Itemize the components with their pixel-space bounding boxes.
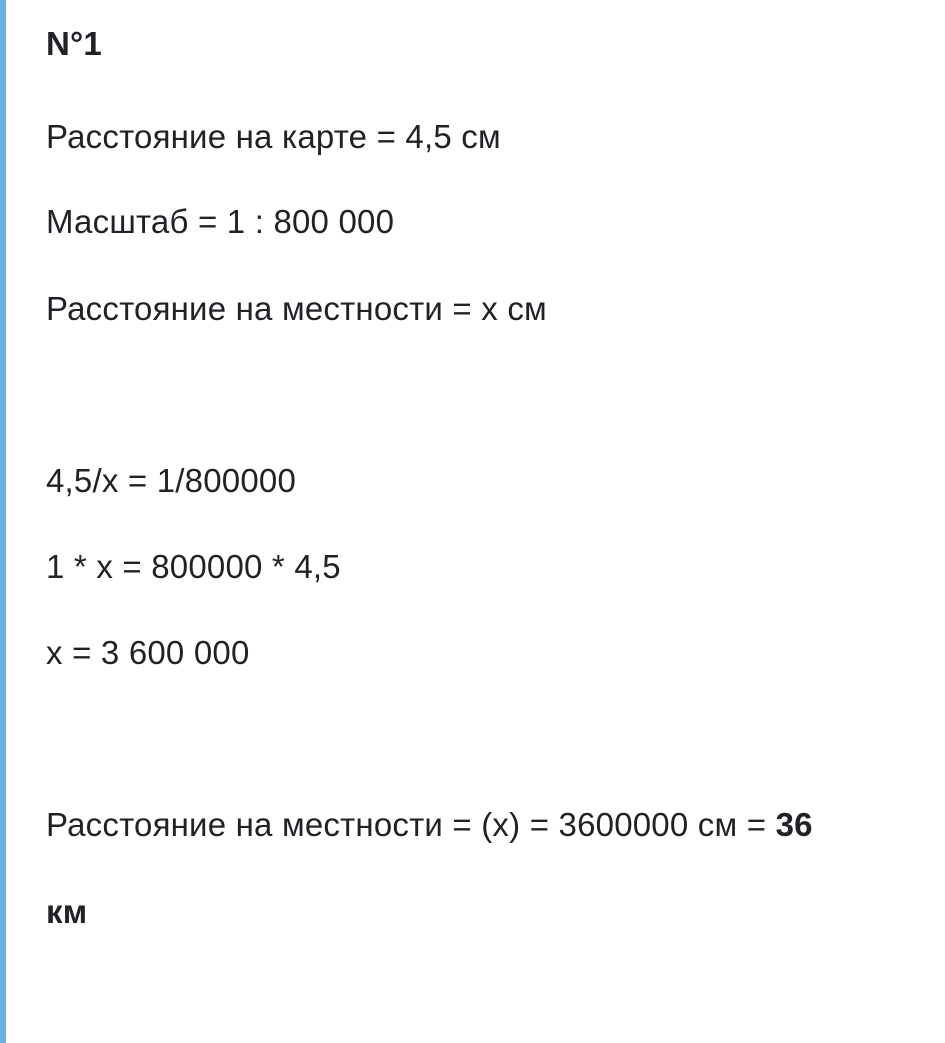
scale-line: Масштаб = 1 : 800 000 <box>46 203 395 240</box>
answer-unit: км <box>46 893 88 930</box>
answer-line <box>46 805 813 845</box>
left-accent-bar <box>0 0 6 1043</box>
answer-value: 36 <box>775 806 813 843</box>
proportion-line: 4,5/x = 1/800000 <box>46 462 296 499</box>
problem-number: N°1 <box>46 25 102 62</box>
solution-line: x = 3 600 000 <box>46 634 250 671</box>
map-distance-line: Расстояние на карте = 4,5 см <box>46 118 501 155</box>
cross-multiply-line: 1 * x = 800000 * 4,5 <box>46 548 341 585</box>
ground-distance-variable-line: Расстояние на местности = x см <box>46 290 547 327</box>
solution-content <box>46 0 936 1043</box>
answer-prefix: Расстояние на местности = (x) = 3600000 см = <box>46 806 776 843</box>
